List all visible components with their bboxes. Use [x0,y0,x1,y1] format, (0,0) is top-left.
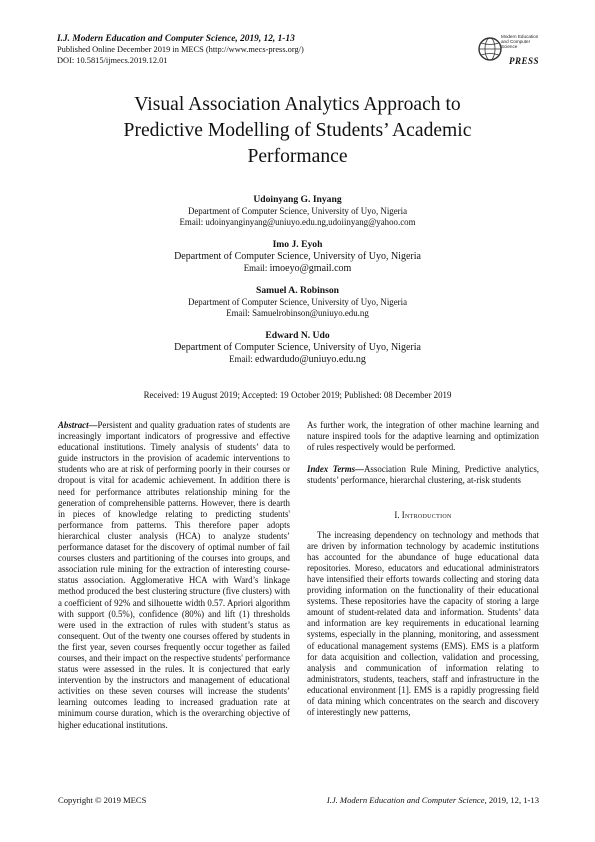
doi-line: DOI: 10.5815/ijmecs.2019.12.01 [57,55,168,65]
footer-copyright: Copyright © 2019 MECS [58,795,147,805]
left-column [58,420,290,731]
email-label: Email: [226,308,250,318]
index-terms-dash: — [355,464,364,475]
email-label: Email: [243,263,268,273]
title-line: Predictive Modelling of Students’ Academic [123,120,472,141]
author-name: Samuel A. Robinson [256,285,339,296]
abstract-dash: — [88,420,98,430]
title-line: Visual Association Analytics Approach to [134,94,461,115]
intro-paragraph: The increasing dependency on technology and methods that are driven by information technology by academic institutions has accounted for the abundance of huge educational data repositories. Moreso, educators and educational administrators have intensified their efforts towards collecting and storing data providing information on the functionality of their educational systems. These repositories have the capacity of storing a large amount of student-related data and information. Students’ data and information are key requirements in educational learning systems, especially in the planning, monitoring, and assessment of educational management systems (EMS). EMS is a platform for data acquisition and collection, validation and processing, analysis and communication of information relating to administrators, students, teachers, staff and infrastructure in the educational environment [1]. EMS is a rapidly progressing field of data mining which concentrates on the search and discovery of interestingly new patterns, [307,529,539,718]
logo-text: Modern Education and Computer Science [501,34,539,49]
author-list [60,193,535,375]
author-name: Imo J. Eyoh [272,239,323,250]
footer-issue: 2019, 12, 1-13 [486,795,539,805]
logo-press: PRESS [509,56,540,66]
abstract-text: Persistent and quality graduation rates of students are increasingly important indicators of progressive and effective educational institutions. Timely analysis of students’ data to guide instructors in the provision of academic interventions to students who are at risk of performing poorly in their courses or dropout is vital for academic achievement. In addition there is need for performance attributes relationship mining for the generation of comprehensible patterns. However, there is dearth in pieces of knowledge relating to predicting students' performance from patterns. This therefore paper adopts hierarchical cluster analysis (HCA) to analyze students’ performance dataset for the discovery of optimal number of fail courses clusters and partitioning of the courses into groups, and association rule mining for the extraction of interesting course-status association. Agglomerative HCA with Ward’s linkage method produced the best clustering structure (five clusters) with a coefficient of 92% and silhouette width 0.57. Apriori algorithm with support (0.5%), confidence (80%) and lift (1) thresholds were used in the extraction of rules with student’s status as consequent. Out of the twenty one courses offered by students in the first year, seven courses frequently occur together as failed courses, and their impact on the respective students' performance status were assessed in the rules. It is conjectured that early intervention by the instructors and management of educational activities on these seven courses will increase the students’ learning outcomes leading to increased graduation rate at minimum course duration, which is the overarching objective of higher educational institutions. [58,420,290,730]
journal-line: I.J. Modern Education and Computer Science, 2019, 12, 1-13 [57,34,295,44]
author-affiliation: Department of Computer Science, University of Uyo, Nigeria [187,206,408,216]
author-affiliation: Department of Computer Science, University of Uyo, Nigeria [174,342,421,353]
publisher-logo [477,31,547,71]
index-terms-text: Association Rule Mining, Predictive analytics, students’ performance, hierarchal clustering, at-risk students [307,464,540,486]
email-label: Email: [179,217,204,227]
abstract [58,420,290,731]
email-label: Email: [229,354,253,364]
title-line: Performance [247,146,348,167]
author-email-line [60,308,535,319]
further-work: As further work, the integration of other machine learning and nature inspired tools for the adaptive learning and optimization of rules respectively would be performed. [307,420,539,453]
author-block [60,329,535,365]
author-block [60,284,535,319]
footer-journal-name: I.J. Modern Education and Computer Science, [326,795,487,805]
running-header [57,33,357,66]
published-line: Published Online December 2019 in MECS (http://www.mecs-press.org/) [57,45,304,54]
author-email[interactable]: Samuelrobinson@uniuyo.edu.ng [252,308,369,318]
author-email[interactable]: udoinyanginyang@uniuyo.edu.ng,udoiinyang@yahoo.com [205,217,416,227]
author-email-line [60,263,535,274]
abstract-label: Abstract [58,420,89,430]
author-email[interactable]: imoeyo@gmail.com [269,263,352,274]
section-heading [307,510,539,521]
author-email-line [60,354,535,365]
page-footer [58,795,539,805]
author-affiliation: Department of Computer Science, University of Uyo, Nigeria [187,297,408,307]
author-email-line [60,217,535,228]
section-number: I. [394,510,400,521]
footer-journal [327,795,539,805]
right-column [307,420,539,718]
index-terms-label: Index Terms [307,464,356,475]
paper-title [60,92,535,170]
author-block [60,238,535,274]
section-title: Introduction [401,510,452,521]
author-affiliation: Department of Computer Science, University of Uyo, Nigeria [174,251,421,262]
author-email[interactable]: edwardudo@uniuyo.edu.ng [255,354,366,365]
publication-dates: Received: 19 August 2019; Accepted: 19 October 2019; Published: 08 December 2019 [143,390,452,400]
author-name: Edward N. Udo [265,330,330,341]
author-block [60,193,535,228]
index-terms [307,464,539,486]
author-name: Udoinyang G. Inyang [253,194,342,205]
